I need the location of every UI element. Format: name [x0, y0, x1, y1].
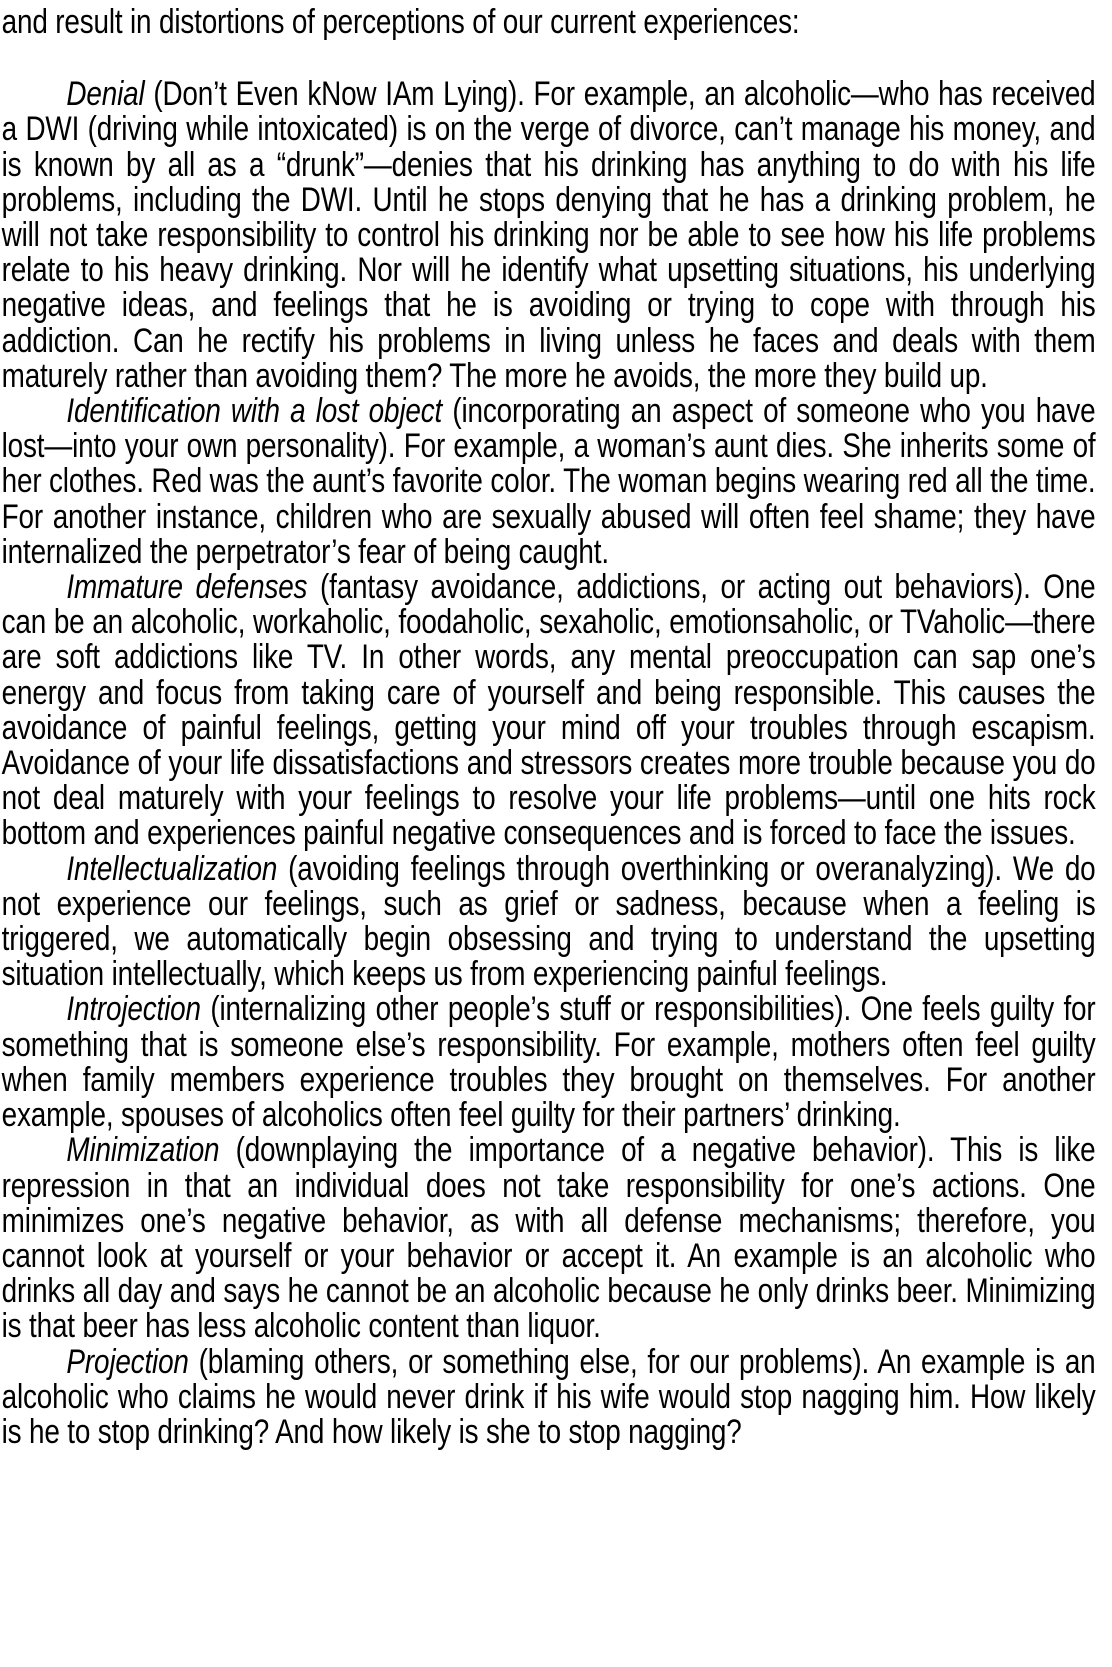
defense-term-intellectualization: Intellectualization	[66, 849, 278, 888]
paragraph-minimization	[2, 1133, 1096, 1344]
paragraph-denial	[2, 77, 1096, 394]
defense-term-immature-defenses: Immature defenses	[66, 568, 308, 607]
paragraph-intellectualization	[1, 849, 1096, 994]
definition-text-identification: (incorporating an aspect of someone who you have lost—into your own personality). For example, a woman’s aunt dies. She inherits some of her clothes. Red was the aunt’s favorite color. The woman begins wearing red all the time. For another instance, children who are sexually abused will often feel shame; they have internalized the perpetrator’s fear of being caught.	[1, 392, 1096, 571]
intro-paragraph: and result in distortions of perceptions of our current experiences:	[1, 3, 800, 41]
defense-term-introjection: Introjection	[66, 990, 201, 1029]
definition-text-intellectualization: (avoiding feelings through overthinking or overanalyzing). We do not experience our feelings, such as grief or sadness, because when a feeling is triggered, we automatically begin obsessing and trying to understand the upsetting situation intellectually, which keeps us from experiencing painful feelings.	[1, 849, 1096, 994]
paragraph-introjection	[2, 992, 1096, 1133]
paragraph-immature-defenses	[2, 570, 1096, 852]
defense-term-minimization: Minimization	[66, 1131, 220, 1170]
definition-text-introjection: (internalizing other people’s stuff or responsibilities). One feels guilty for something that is someone else’s responsibility. For example, mothers often feel guilty when family members experience troubles they brought on themselves. For another example, spouses of alcoholics often feel guilty for their partners’ drinking.	[1, 990, 1096, 1135]
defense-term-identification: Identification with a lost object	[66, 392, 443, 431]
defense-term-projection: Projection	[66, 1342, 189, 1381]
definition-text-denial: (Don’t Even kNow IAm Lying). For example, an alcoholic—who has received a DWI (driving while intoxicated) is on the verge of divorce, can’t manage his money, and is known by all as a “drunk”—denies that his drinking has anything to do with his life problems, including the DWI. Until he stops denying that he has a drinking problem, he will not take responsibility to control his drinking nor be able to see how his life problems relate to his heavy drinking. Nor will he identify what upsetting situations, his underlying negative ideas, and feelings that he is avoiding or trying to cope with through his addiction. Can he rectify his problems in living unless he faces and deals with them maturely rather than avoiding them? The more he avoids, the more they build up.	[1, 75, 1096, 395]
definition-text-projection: (blaming others, or something else, for our problems). An example is an alcoholic who claims he would never drink if his wife would stop nagging him. How likely is he to stop drinking? And how likely is she to stop nagging?	[1, 1342, 1096, 1451]
definition-text-immature-defenses: (fantasy avoidance, addictions, or acting out behaviors). One can be an alcoholic, workaholic, foodaholic, sexaholic, emotionsaholic, or TVaholic—there are soft addictions like TV. In other words, any mental preoccupation can sap one’s energy and focus from taking care of yourself and being responsible. This causes the avoidance of painful feelings, getting your mind off your troubles through escapism. Avoidance of your life dissatisfactions and stressors creates more trouble because you do not deal maturely with your feelings to resolve your life problems—until one hits rock bottom and experiences painful negative consequences and is forced to face the issues.	[1, 568, 1096, 853]
paragraph-projection	[1, 1342, 1096, 1451]
definition-text-minimization: (downplaying the importance of a negative behavior). This is like repression in that an individual does not take responsibility for one’s actions. One minimizes one’s negative behavior, as with all defense mechanisms; therefore, you cannot look at yourself or your behavior or accept it. An example is an alcoholic who drinks all day and says he cannot be an alcoholic because he only drinks beer. Minimizing is that beer has less alcoholic content than liquor.	[1, 1131, 1096, 1346]
defense-term-denial: Denial	[66, 75, 145, 114]
paragraph-identification	[2, 394, 1096, 570]
